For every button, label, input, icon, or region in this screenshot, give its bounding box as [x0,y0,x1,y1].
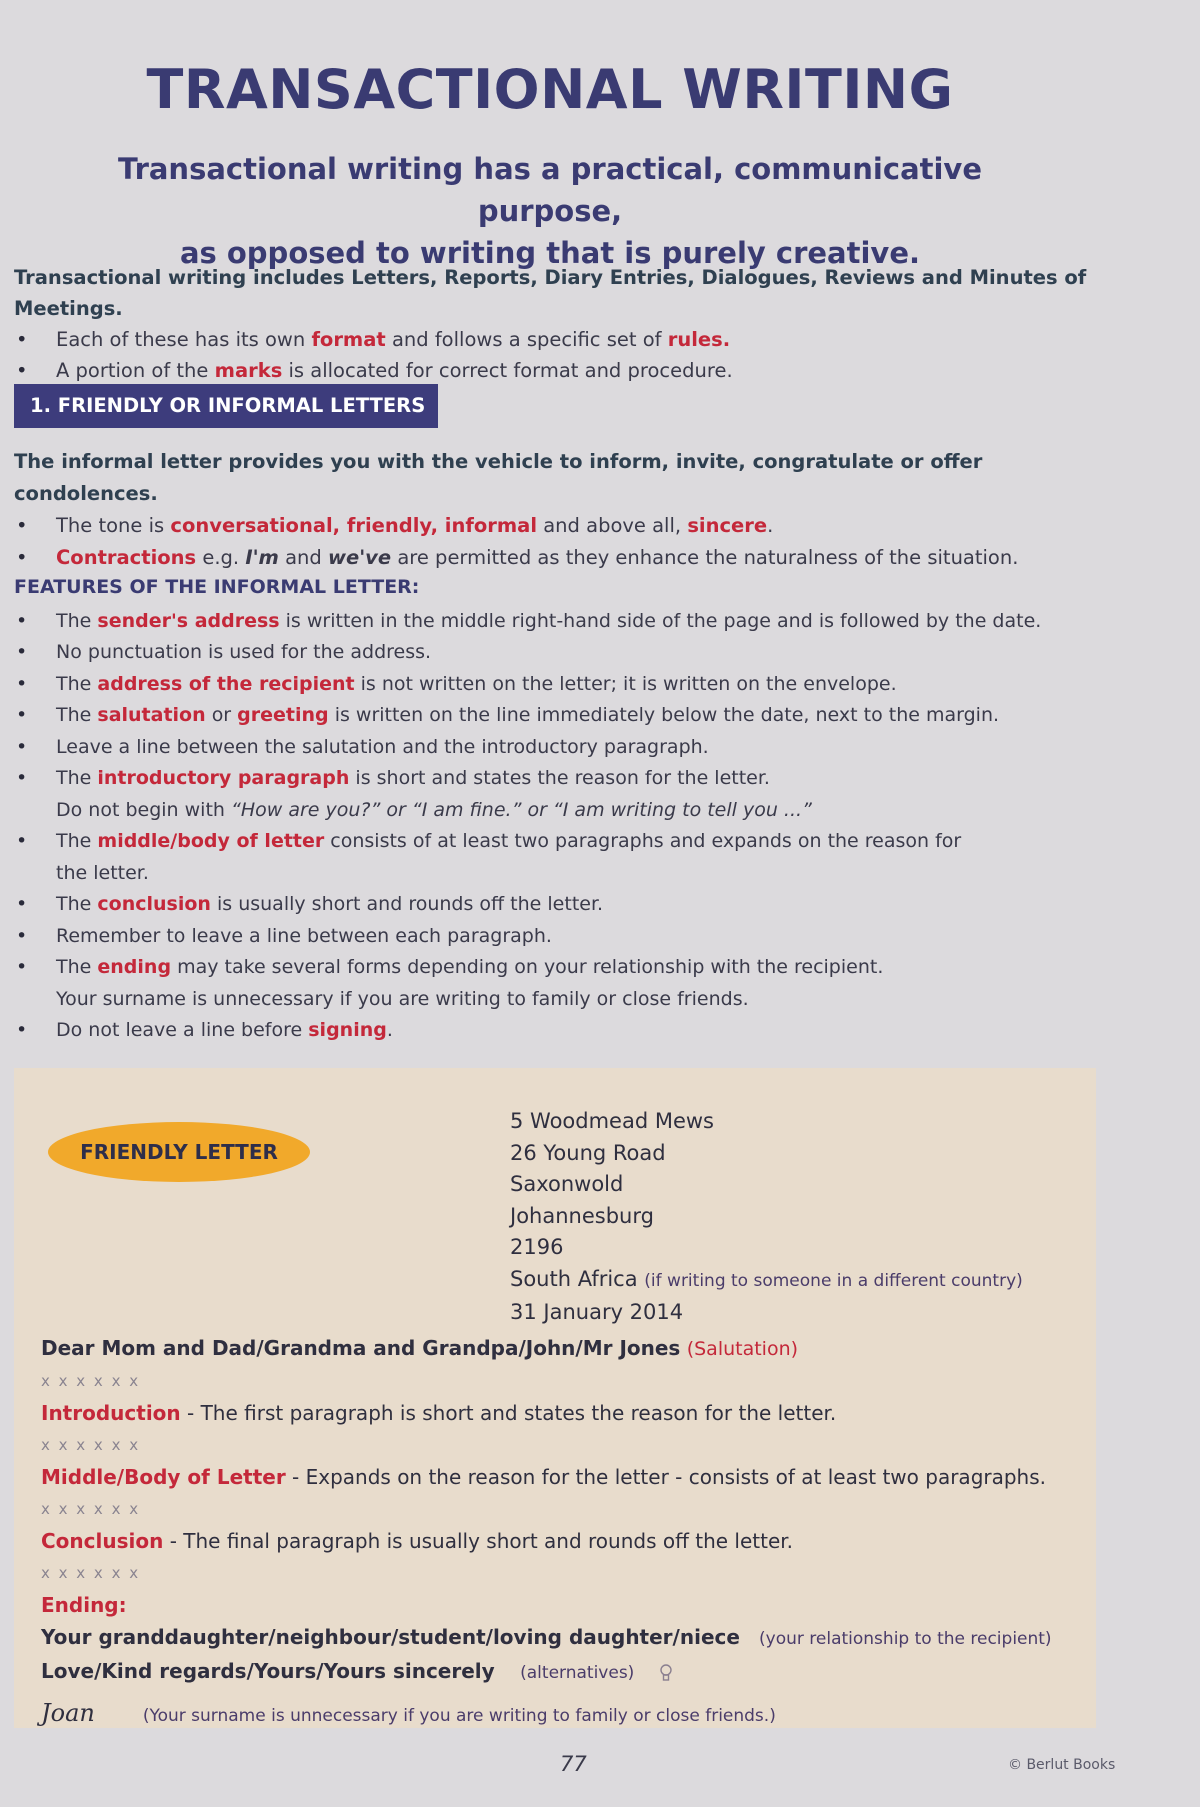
list-item: • The conclusion is usually short and rounds off the letter. [14,889,1114,921]
body-paragraph: Middle/Body of Letter - Expands on the reason for the letter - consists of at least two paragraphs. [41,1465,1047,1489]
subtitle-line-1: Transactional writing has a practical, communicative purpose, [117,152,983,228]
signature: Joan [41,1699,95,1727]
letter-date: 31 January 2014 [510,1300,684,1324]
list-item: • No punctuation is used for the address. [14,637,1114,669]
section-lead: The informal letter provides you with the vehicle to inform, invite, congratulate or offer condolences. [14,450,983,505]
list-item: • Remember to leave a line between each paragraph. [14,921,1114,953]
ending-label: Ending: [41,1593,127,1617]
conclusion-paragraph: Conclusion - The final paragraph is usually short and rounds off the letter. [41,1529,794,1553]
page-title: TRANSACTIONAL WRITING [146,58,954,121]
publisher-credit: © Berlut Books [1008,1757,1116,1773]
subtitle [70,148,1030,274]
ending-line: Love/Kind regards/Yours/Yours sincerely (alternatives) [41,1655,1071,1689]
address-line: Johannesburg [510,1203,654,1228]
list-item: • Do not leave a line before signing. [14,1015,1114,1047]
list-item: • The ending may take several forms depending on your relationship with the recipient. Your surname is unnecessary if you are writing to family or close friends. [14,952,1114,1015]
ending-line: Your granddaughter/neighbour/student/loving daughter/niece (your relationship to the recipient) [41,1625,1052,1649]
intro-bullets [14,324,1114,386]
address-line: 2196 [510,1235,564,1259]
features-heading: FEATURES OF THE INFORMAL LETTER: [14,576,420,598]
list-item: • The tone is conversational, friendly, informal and above all, sincere. [14,510,1114,542]
placeholder-marks: x x x x x x [41,1372,141,1390]
friendly-letter-badge: FRIENDLY LETTER [48,1122,310,1182]
signature-line: Joan (Your surname is unnecessary if you are writing to family or close friends.) [41,1699,776,1727]
list-item: • Each of these has its own format and follows a specific set of rules. [14,324,1114,355]
subtitle-line-2: as opposed to writing that is purely creative. [179,236,921,270]
list-item: • Contractions e.g. I'm and we've are permitted as they enhance the naturalness of the situation. [14,542,1114,574]
informal-letter-intro [14,446,1114,574]
example-letter-body [41,1332,1071,1732]
list-item: • The sender's address is written in the middle right-hand side of the page and is followed by the date. [14,606,1114,638]
address-line: 5 Woodmead Mews [510,1109,715,1133]
address-line: 26 Young Road [510,1140,666,1165]
list-item: • The middle/body of letter consists of at least two paragraphs and expands on the reason for the letter. [14,826,1114,889]
list-item: • The address of the recipient is not written on the letter; it is written on the envelope. [14,669,1114,701]
page-number: 77 [560,1752,587,1776]
salutation: Dear Mom and Dad/Grandma and Grandpa/John/Mr Jones (Salutation) [41,1336,799,1360]
intro-block [14,262,1114,386]
lightbulb-icon [659,1664,673,1682]
intro-paragraph: Introduction - The first paragraph is short and states the reason for the letter. [41,1401,837,1425]
list-item: • Leave a line between the salutation and the introductory paragraph. [14,732,1114,764]
section-heading: 1. FRIENDLY OR INFORMAL LETTERS [14,384,438,428]
features-block [14,572,1114,1047]
address-line: South Africa (if writing to someone in a different country) [510,1266,1023,1291]
intro-lead: Transactional writing includes Letters, Reports, Diary Entries, Dialogues, Reviews and Minutes of Meetings. [14,266,1087,320]
informal-bullets [14,510,1114,574]
features-list [14,606,1114,1047]
list-item: • The salutation or greeting is written on the line immediately below the date, next to the margin. [14,700,1114,732]
address-line: Saxonwold [510,1172,624,1196]
list-item: • The introductory paragraph is short and states the reason for the letter. Do not begin with “How are you?” or “I am fine.” or “I am writing to tell you ...” [14,763,1114,826]
placeholder-marks: x x x x x x [41,1500,141,1518]
list-item: • A portion of the marks is allocated for correct format and procedure. [14,355,1114,386]
placeholder-marks: x x x x x x [41,1436,141,1454]
placeholder-marks: x x x x x x [41,1564,141,1582]
sender-address [510,1106,1023,1329]
